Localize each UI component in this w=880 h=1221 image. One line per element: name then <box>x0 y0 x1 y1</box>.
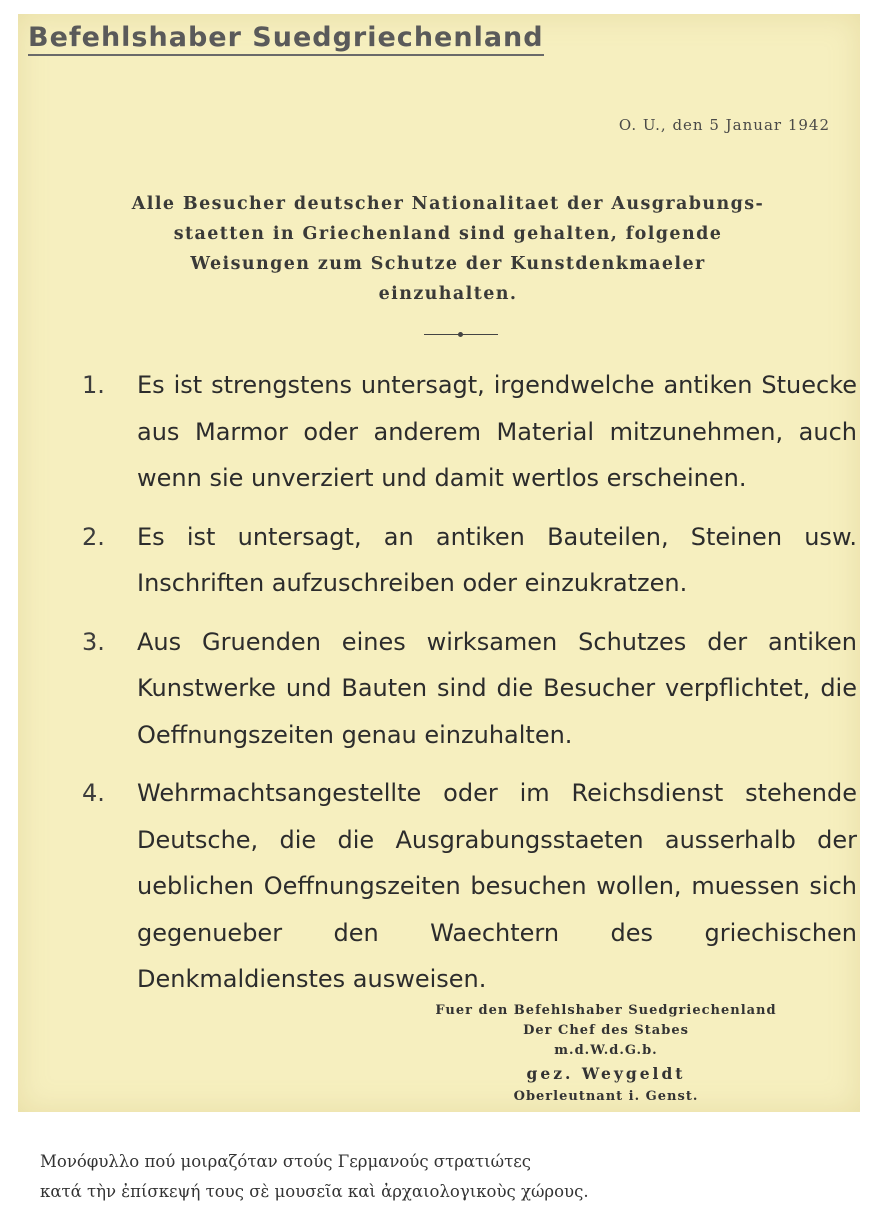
signature-line: Fuer den Befehlshaber Suedgriechenland <box>435 1003 777 1018</box>
rule-item <box>82 770 857 1003</box>
ornament-divider <box>424 334 498 335</box>
rule-text: Wehrmachtsangestellte oder im Reichsdienst stehende Deutsche, die die Ausgrabungsstaeten ausserhalb der ueblichen Oeffnungszeiten besuchen wollen, muessen sich gegenueber den Waechtern des griechischen Denkmaldienstes ausweisen. <box>137 779 857 993</box>
intro-paragraph <box>78 189 818 309</box>
caption-line: Μονόφυλλο πού μοιραζόταν στούς Γερμανούς στρατιώτες <box>40 1152 532 1171</box>
intro-line: staetten in Griechenland sind gehalten, folgende <box>173 224 723 244</box>
intro-line: Weisungen zum Schutze der Kunstdenkmaeler <box>190 254 706 274</box>
rule-item <box>82 619 857 759</box>
rule-text: Aus Gruenden eines wirksamen Schutzes der antiken Kunstwerke und Bauten sind die Besucher verpflichtet, die Oeffnungszeiten genau einzuhalten. <box>137 627 857 749</box>
rule-number: 4. <box>82 779 105 807</box>
intro-line: einzuhalten. <box>378 284 518 304</box>
signature-line: m.d.W.d.G.b. <box>554 1043 658 1058</box>
rule-text: Es ist strengstens untersagt, irgendwelche antiken Stuecke aus Marmor oder anderem Material mitzunehmen, auch wenn sie unverziert und damit wertlos erscheinen. <box>137 371 857 492</box>
signature-line: Der Chef des Stabes <box>523 1023 689 1038</box>
rule-item <box>82 362 857 502</box>
signature-name: gez. Weygeldt <box>526 1064 686 1083</box>
rule-number: 2. <box>82 522 105 551</box>
rule-number: 3. <box>82 627 105 656</box>
caption <box>40 1147 860 1207</box>
rule-number: 1. <box>82 371 105 399</box>
signature-block <box>406 1001 806 1107</box>
signature-rank: Oberleutnant i. Genst. <box>513 1089 699 1104</box>
document-header: Befehlshaber Suedgriechenland <box>28 22 544 56</box>
rule-item <box>82 514 857 607</box>
caption-line: κατά τὴν ἐπίσκεψή τους σὲ μουσεῖα καὶ ἀρχαιολογικοὺς χώρους. <box>40 1182 589 1201</box>
rules-list <box>82 362 857 1015</box>
rule-text: Es ist untersagt, an antiken Bauteilen, Steinen usw. Inschriften aufzuschreiben oder einzukratzen. <box>137 522 857 597</box>
intro-line: Alle Besucher deutscher Nationalitaet der Ausgrabungs- <box>131 194 765 214</box>
leaflet-sheet <box>18 14 860 1112</box>
dateline: O. U., den 5 Januar 1942 <box>618 116 830 134</box>
